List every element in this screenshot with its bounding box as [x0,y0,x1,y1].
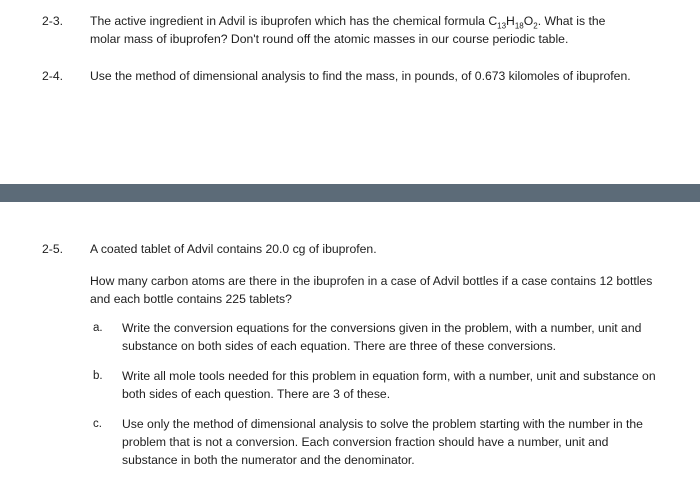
problem-question: How many carbon atoms are there in the ibuprofen in a case of Advil bottles if a case contains 12 bottles and each bottle contains 225 tablets? [90,274,653,306]
sub-part-letter: a. [93,322,103,334]
sub-part-letter: c. [93,418,102,430]
sub-part-text: Write all mole tools needed for this problem in equation form, with a number, unit and substance on both sides of each question. There are 3 of these. [122,369,656,401]
problem-number: 2-3. [42,14,64,28]
problem-line-2: molar mass of ibuprofen? Don't round off the atomic masses in our course periodic table. [90,32,569,46]
sub-part-text: Write the conversion equations for the conversions given in the problem, with a number, unit and substance on both sides of each equation. There are three of these conversions. [122,321,642,353]
problem-number: 2-5. [42,242,64,256]
problem-number: 2-4. [42,69,64,83]
problem-line-1: The active ingredient in Advil is ibuprofen which has the chemical formula $C_{13}H_{18}O_2$. What is the [90,14,606,31]
sub-part-text: Use only the method of dimensional analysis to solve the problem starting with the number in the problem that is not a conversion. Each conversion fraction should have a number, unit and substance in both the numerator and the denominator. [122,417,643,467]
problem-intro: A coated tablet of Advil contains 20.0 cg of ibuprofen. [90,242,377,256]
problem-text [90,12,665,48]
sub-part-letter: b. [93,370,103,382]
section-divider [0,184,700,202]
problem-text: Use the method of dimensional analysis to find the mass, in pounds, of 0.673 kilomoles of ibuprofen. [90,69,631,83]
